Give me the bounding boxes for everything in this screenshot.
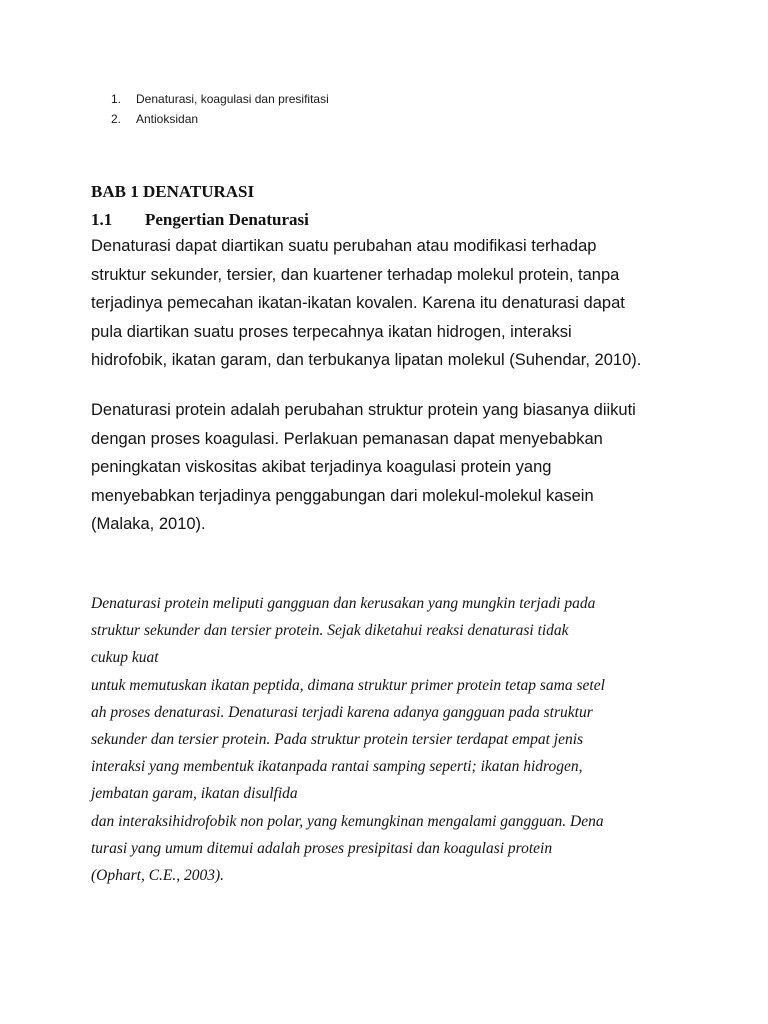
quote-line: cukup kuat (91, 649, 159, 667)
list-item-number: 2. (111, 112, 122, 126)
quote-line: interaksi yang membentuk ikatanpada rantai samping seperti; ikatan hidrogen, (91, 758, 583, 776)
paragraph-line: terjadinya pemecahan ikatan-ikatan kovalen. Karena itu denaturasi dapat (91, 294, 625, 312)
quote-line: struktur sekunder dan tersier protein. Sejak diketahui reaksi denaturasi tidak (91, 622, 569, 640)
list-item-number: 1. (111, 92, 122, 106)
section-title: Pengertian Denaturasi (145, 210, 309, 229)
list-item (111, 109, 329, 129)
quote-line: sekunder dan tersier protein. Pada struktur protein tersier terdapat empat jenis (91, 731, 584, 749)
quote-line: turasi yang umum ditemui adalah proses presipitasi dan koagulasi protein (91, 839, 553, 857)
quote-line: untuk memutuskan ikatan peptida, dimana struktur primer protein tetap sama setel (91, 676, 605, 694)
list-item-label: Antioksidan (136, 112, 199, 126)
list-item-label: Denaturasi, koagulasi dan presifitasi (136, 92, 329, 106)
paragraph-line: menyebabkan terjadinya penggabungan dari molekul-molekul kasein (91, 486, 594, 505)
quote-line: Denaturasi protein meliputi gangguan dan kerusakan yang mungkin terjadi pada (91, 595, 596, 612)
quote-line: jembatan garam, ikatan disulfida (91, 785, 298, 803)
paragraph-line: pula diartikan suatu proses terpecahnya ikatan hidrogen, interaksi (91, 322, 572, 341)
paragraph-line: hidrofobik, ikatan garam, dan terbukanya lipatan molekul (Suhendar, 2010). (91, 351, 642, 369)
section-heading (91, 208, 309, 232)
paragraph-line: dengan proses koagulasi. Perlakuan pemanasan dapat menyebabkan (91, 429, 603, 448)
italic-quote-paragraph (91, 590, 605, 889)
paragraph-definition (91, 232, 641, 375)
quote-line: ah proses denaturasi. Denaturasi terjadi karena adanya gangguan pada struktur (91, 703, 593, 721)
quote-line: (Ophart, C.E., 2003). (91, 867, 225, 885)
section-number: 1.1 (91, 210, 113, 229)
list-item (111, 89, 329, 109)
paragraph-line: (Malaka, 2010). (91, 515, 206, 533)
quote-line: dan interaksihidrofobik non polar, yang kemungkinan mengalami gangguan. Dena (91, 812, 604, 830)
paragraph-line: struktur sekunder, tersier, dan kuartener terhadap molekul protein, tanpa (91, 265, 620, 284)
numbered-list (111, 89, 329, 129)
paragraph-protein-denaturation (91, 396, 636, 539)
paragraph-line: Denaturasi protein adalah perubahan struktur protein yang biasanya diikuti (91, 401, 636, 419)
paragraph-line: peningkatan viskositas akibat terjadinya koagulasi protein yang (91, 458, 552, 476)
chapter-heading: BAB 1 DENATURASI (91, 182, 255, 201)
paragraph-line: Denaturasi dapat diartikan suatu perubahan atau modifikasi terhadap (91, 237, 597, 255)
